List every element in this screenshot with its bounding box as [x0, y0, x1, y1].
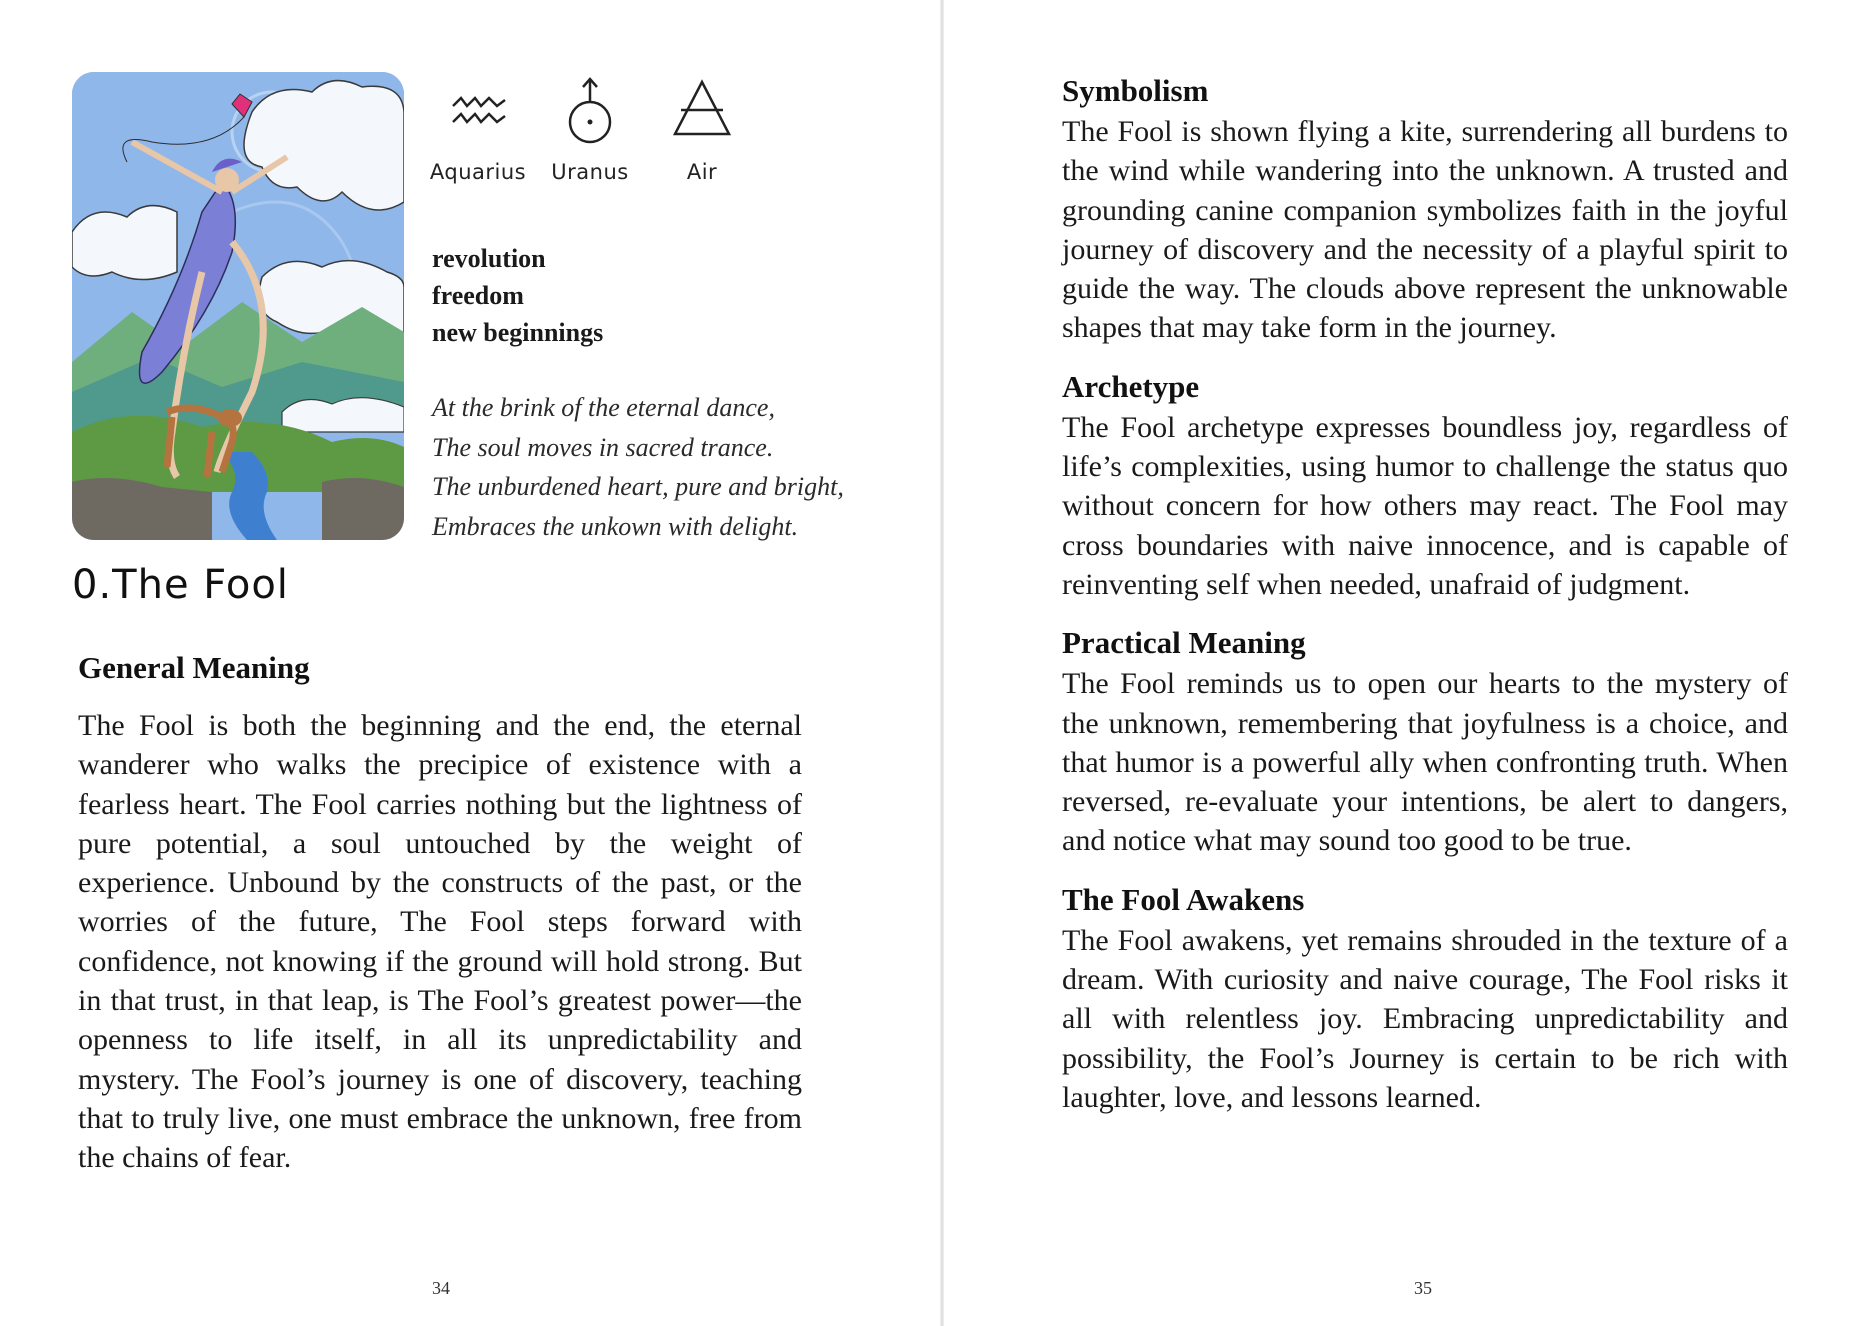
aquarius-icon [443, 76, 513, 146]
page-number: 34 [432, 1278, 450, 1298]
tarot-card-image [72, 72, 404, 540]
keyword: new beginnings [432, 318, 604, 347]
card-title: 0.The Fool [72, 562, 289, 608]
section-body: The Fool is both the beginning and the end, the eternal wanderer who walks the precipice of existence with a fearless heart. The Fool carries nothing but the lightness of pure potential, a soul untouched by the weight of experience. Unbound by the constructs of the past, or the worries of the future, The Fool steps forward with confidence, not knowing if the ground will hold strong. But in that trust, in that leap, is The Fool’s greatest power—the openness to life itself, in all its unpredictability and mystery. The Fool’s journey is one of discovery, teaching that to truly live, one must embrace the unknown, free from the chains of fear. [78, 709, 802, 1175]
section-body: The Fool is shown flying a kite, surrendering all burdens to the wind while wandering into the unknown. A trusted and grounding canine companion symbolizes faith in the joyful journey of discovery and the necessity of a playful spirit to guide the way. The clouds above represent the unknowable shapes that may take form in the journey. [1062, 115, 1788, 345]
poem-line: The unburdened heart, pure and bright, [432, 472, 844, 501]
general-meaning-section [78, 650, 802, 1178]
keyword: freedom [432, 281, 524, 310]
section-body: The Fool awakens, yet remains shrouded in the texture of a dream. With curiosity and naive courage, The Fool risks it all with relentless joy. Embracing unpredictability and possibility, the Fool’s Journey is certain to be rich with laughter, love, and lessons learned. [1062, 923, 1788, 1114]
symbol-uranus [540, 76, 640, 184]
section-heading: Archetype [1062, 368, 1200, 404]
symbol-label: Aquarius [429, 160, 527, 184]
fool-illustration [72, 72, 404, 540]
keywords-list [432, 240, 603, 351]
symbol-label: Air [686, 160, 718, 184]
symbol-aquarius [428, 76, 528, 184]
fool-awakens-section [1062, 881, 1788, 1117]
air-icon [667, 76, 737, 146]
section-heading: The Fool Awakens [1062, 881, 1305, 917]
poem-line: At the brink of the eternal dance, [432, 393, 775, 422]
symbolism-section [1062, 72, 1788, 348]
symbol-label: Uranus [551, 160, 629, 184]
poem-line: The soul moves in sacred trance. [432, 432, 774, 462]
section-heading: Practical Meaning [1062, 625, 1306, 661]
section-heading: Symbolism [1062, 73, 1209, 108]
poem-line: Embraces the unkown with delight. [432, 511, 799, 541]
poem [432, 388, 844, 546]
keyword: revolution [432, 244, 546, 273]
symbol-air [652, 76, 752, 184]
archetype-section [1062, 368, 1788, 604]
section-body: The Fool reminds us to open our hearts to the mystery of the unknown, remembering that joyfulness is a choice, and that humor is a powerful ally when confronting truth. When reversed, re-evaluate your intentions, be alert to dangers, and notice what may sound too good to be true. [1062, 667, 1788, 858]
section-heading: General Meaning [78, 650, 310, 685]
section-body: The Fool archetype expresses boundless joy, regardless of life’s complexities, using humor to challenge the status quo without concern for how others may react. The Fool may cross boundaries with naive innocence, and is capable of reinventing self when needed, unafraid of judgment. [1062, 410, 1788, 601]
practical-meaning-section [1062, 624, 1788, 860]
page-number: 35 [1414, 1278, 1432, 1298]
astrology-symbols [428, 76, 748, 196]
right-page-content [1062, 72, 1788, 1137]
uranus-icon [555, 76, 625, 146]
